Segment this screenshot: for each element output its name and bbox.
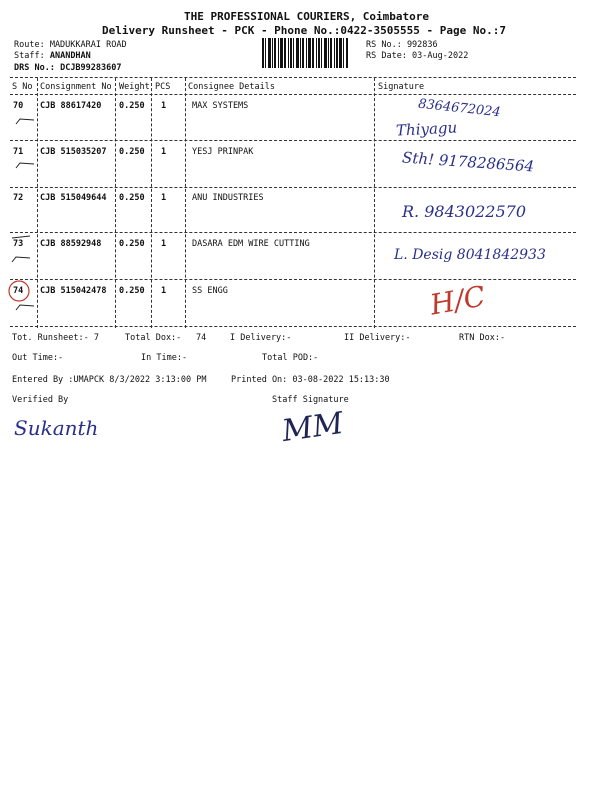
row-signature: Thiyagu	[395, 118, 458, 140]
column-divider	[185, 78, 186, 328]
staff-signature-label: Staff Signature	[272, 395, 349, 405]
row-signature-phone: 8364672024	[417, 96, 502, 121]
i-delivery: I Delivery:-	[230, 333, 292, 343]
row-consignment: CJB 515035207	[40, 147, 107, 157]
company-title: THE PROFESSIONAL COURIERS, Coimbatore	[184, 10, 430, 23]
tick-mark-icon	[14, 160, 36, 170]
header-weight: Weight	[119, 82, 150, 92]
staff-signature: MM	[279, 405, 346, 450]
total-runsheet: Tot. Runsheet:- 7	[12, 333, 99, 343]
drs-number: DCJB99283607	[60, 63, 122, 73]
column-divider	[151, 78, 152, 328]
row-weight: 0.250	[119, 239, 145, 249]
row-sno: 72	[13, 193, 24, 203]
row-divider	[10, 279, 576, 280]
row-consignee: DASARA EDM WIRE CUTTING	[192, 239, 310, 249]
header-sno: S No	[12, 82, 33, 92]
row-consignment: CJB 88592948	[40, 239, 102, 249]
row-consignment: CJB 515042478	[40, 286, 107, 296]
tick-mark-icon	[14, 116, 36, 126]
header-signature: Signature	[378, 82, 425, 92]
tick-mark-icon	[14, 302, 36, 312]
row-pcs: 1	[161, 147, 167, 157]
row-consignee: ANU INDUSTRIES	[192, 193, 264, 203]
total-pod: Total POD:-	[262, 353, 319, 363]
table-header-rule	[10, 94, 576, 95]
staff-label: Staff:	[14, 51, 45, 61]
row-pcs: 1	[161, 193, 167, 203]
row-sno: 70	[13, 101, 24, 111]
row-signature: L. Desig 8041842933	[394, 247, 546, 263]
route-label: Route: MADUKKARAI ROAD	[14, 40, 127, 50]
header-pcs: PCS	[155, 82, 171, 92]
row-signature: H/C	[427, 279, 488, 322]
row-consignment: CJB 88617420	[40, 101, 102, 111]
staff-name: ANANDHAN	[49, 51, 91, 61]
tick-mark-icon	[10, 254, 32, 264]
ii-delivery: II Delivery:-	[344, 333, 411, 343]
column-divider	[37, 78, 38, 328]
in-time: In Time:-	[141, 353, 188, 363]
header-consignee: Consignee Details	[188, 82, 275, 92]
row-sno: 74	[13, 286, 24, 296]
rtn-dox: RTN Dox:-	[459, 333, 506, 343]
entered-by: Entered By :UMAPCK 8/3/2022 3:13:00 PM	[12, 375, 207, 385]
row-consignee: SS ENGG	[192, 286, 228, 296]
row-signature: R. 9843022570	[402, 202, 527, 221]
verified-by-label: Verified By	[12, 395, 69, 405]
row-pcs: 1	[161, 286, 167, 296]
drs-line	[14, 63, 122, 73]
rs-date: RS Date: 03-Aug-2022	[366, 51, 469, 61]
out-time: Out Time:-	[12, 353, 64, 363]
row-sno: 73	[13, 239, 24, 249]
row-divider	[10, 140, 576, 141]
row-divider	[10, 232, 576, 233]
row-sno: 71	[13, 147, 24, 157]
total-dox-label: Total Dox:-	[125, 333, 182, 343]
verified-signature: Sukanth	[14, 416, 99, 440]
row-consignee: YESJ PRINPAK	[192, 147, 254, 157]
total-dox-value: 74	[196, 333, 207, 343]
row-weight: 0.250	[119, 193, 145, 203]
row-consignment: CJB 515049644	[40, 193, 107, 203]
barcode	[262, 38, 364, 68]
runsheet-subtitle: Delivery Runsheet - PCK - Phone No.:0422-3505555 - Page No.:7	[102, 24, 506, 37]
header-consignment: Consignment No	[40, 82, 112, 92]
row-weight: 0.250	[119, 147, 145, 157]
row-pcs: 1	[161, 101, 167, 111]
drs-label: DRS No.:	[14, 63, 55, 73]
row-signature: Sth! 9178286564	[401, 148, 535, 176]
rs-number: RS No.: 992836	[366, 40, 438, 50]
row-weight: 0.250	[119, 286, 145, 296]
printed-on: Printed On: 03-08-2022 15:13:30	[231, 375, 390, 385]
row-divider	[10, 187, 576, 188]
table-top-rule	[10, 77, 576, 78]
staff-line	[14, 51, 91, 61]
row-pcs: 1	[161, 239, 167, 249]
column-divider	[374, 78, 375, 328]
row-weight: 0.250	[119, 101, 145, 111]
row-consignee: MAX SYSTEMS	[192, 101, 249, 111]
column-divider	[115, 78, 116, 328]
table-bottom-rule	[10, 326, 576, 327]
